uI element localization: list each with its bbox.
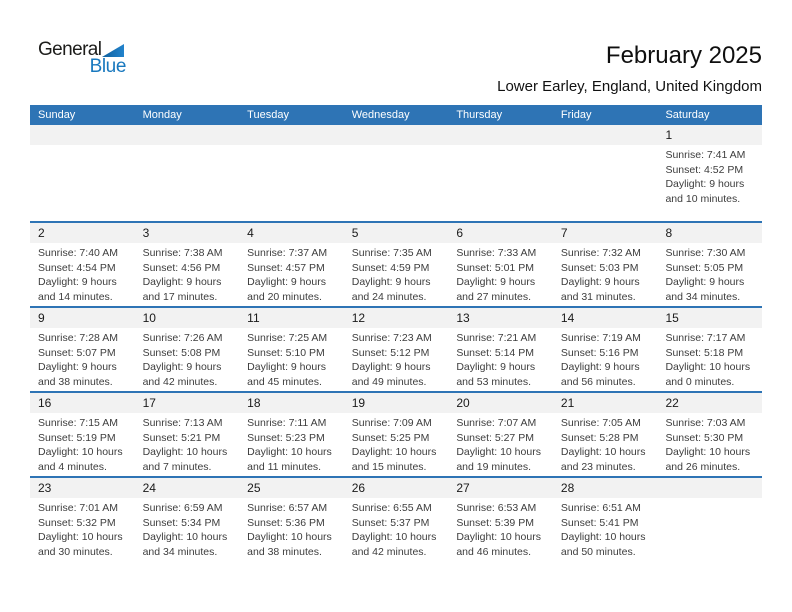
daylight-line-2: and 49 minutes. [351,375,427,388]
day-number-band [135,223,240,243]
day-number: 28 [560,481,575,495]
day-number: 19 [351,396,366,410]
sunset-line: Sunset: 4:52 PM [665,163,744,176]
day-number-band [448,223,553,243]
daylight-line-1: Daylight: 9 hours [247,276,326,288]
day-number: 27 [456,481,470,495]
daylight-line-1: Daylight: 9 hours [247,361,326,373]
weekday-wednesday: Wednesday [351,109,410,121]
sunrise-line: Sunrise: 6:55 AM [351,502,432,514]
daylight-line-1: Daylight: 9 hours [142,276,222,288]
day-details [135,498,240,559]
day-number: 4 [247,226,254,240]
day-cell-27 [448,478,553,561]
daylight-line-1: Daylight: 10 hours [665,361,751,373]
logo-text-blue: Blue [89,56,126,77]
day-number-band [344,223,449,243]
daylight-line-2: and 34 minutes. [142,545,218,558]
day-number-band [657,478,762,498]
day-cell-14 [553,308,658,391]
day-number-band [344,393,449,413]
day-details [30,498,135,559]
daylight-line-2: and 46 minutes. [456,545,532,558]
day-number-band [657,223,762,243]
day-number: 9 [38,311,45,325]
daylight-line-2: and 24 minutes. [351,290,427,303]
sunrise-line: Sunrise: 6:59 AM [142,502,223,514]
day-number-band [448,308,553,328]
sunrise-line: Sunrise: 7:05 AM [560,417,641,429]
day-number-band [239,125,344,145]
day-cell-24 [135,478,240,561]
day-number: 17 [142,396,156,410]
day-number-band [135,308,240,328]
day-cell-19 [344,393,449,476]
empty-cell [239,125,344,221]
day-details [553,145,658,148]
day-details [657,498,762,501]
daylight-line-2: and 4 minutes. [38,460,107,473]
sunrise-line: Sunrise: 7:41 AM [665,149,746,161]
day-number-band [553,393,658,413]
sunrise-line: Sunrise: 7:07 AM [456,417,537,429]
day-number: 21 [560,396,575,410]
day-number-band [553,308,658,328]
day-cell-18 [239,393,344,476]
daylight-line-1: Daylight: 9 hours [665,276,745,288]
day-cell-20 [448,393,553,476]
empty-cell [30,125,135,221]
day-details [657,243,762,304]
day-details [553,413,658,474]
day-number-band [657,308,762,328]
daylight-line-1: Daylight: 10 hours [351,531,437,543]
day-number: 7 [560,226,568,240]
sunset-line: Sunset: 5:03 PM [560,261,639,274]
sunrise-line: Sunrise: 7:30 AM [665,247,746,259]
weekday-header-row [30,105,762,125]
daylight-line-2: and 11 minutes. [247,460,322,473]
day-details [448,328,553,389]
daylight-line-1: Daylight: 9 hours [456,276,536,288]
daylight-line-1: Daylight: 9 hours [665,178,745,190]
sunset-line: Sunset: 5:23 PM [247,431,325,444]
sunrise-line: Sunrise: 7:13 AM [142,417,223,429]
week-row-4 [30,391,762,476]
day-number-band [30,308,135,328]
sunset-line: Sunset: 4:59 PM [351,261,430,274]
daylight-line-1: Daylight: 9 hours [456,361,536,373]
daylight-line-1: Daylight: 10 hours [665,446,751,458]
day-number: 10 [142,311,156,325]
day-cell-23 [30,478,135,561]
sunset-line: Sunset: 5:32 PM [38,516,116,529]
day-number: 3 [142,226,150,240]
sunset-line: Sunset: 5:25 PM [351,431,430,444]
daylight-line-2: and 27 minutes. [456,290,532,303]
day-details [448,413,553,474]
day-cell-6 [448,223,553,306]
day-cell-10 [135,308,240,391]
day-cell-22 [657,393,762,476]
day-details [344,243,449,304]
daylight-line-1: Daylight: 10 hours [38,446,123,458]
day-number: 22 [665,396,679,410]
weekday-monday: Monday [142,109,182,121]
sunset-line: Sunset: 5:16 PM [560,346,639,359]
location-subtitle: Lower Earley, England, United Kingdom [497,77,762,95]
day-number-band [344,478,449,498]
day-cell-11 [239,308,344,391]
day-number-band [30,125,135,145]
day-number-band [239,223,344,243]
sunset-line: Sunset: 5:10 PM [247,346,325,359]
day-details [135,243,240,304]
daylight-line-1: Daylight: 10 hours [560,531,646,543]
sunset-line: Sunset: 5:27 PM [456,431,534,444]
sunrise-line: Sunrise: 7:01 AM [38,502,118,514]
sunset-line: Sunset: 5:19 PM [38,431,116,444]
daylight-line-2: and 0 minutes. [665,375,735,388]
week-row-3 [30,306,762,391]
day-cell-28 [553,478,658,561]
day-details [553,498,658,559]
day-details [553,328,658,389]
daylight-line-1: Daylight: 10 hours [560,446,646,458]
general-blue-logo [38,40,126,76]
day-number-band [135,478,240,498]
logo-text-general: General [38,39,102,60]
day-number: 8 [665,226,673,240]
sunset-line: Sunset: 5:21 PM [142,431,221,444]
day-number-band [448,478,553,498]
sunrise-line: Sunrise: 7:26 AM [142,332,223,344]
sunrise-line: Sunrise: 7:35 AM [351,247,432,259]
day-details [30,145,135,148]
weekday-thursday: Thursday [456,109,503,121]
day-details [344,145,449,148]
sunset-line: Sunset: 5:28 PM [560,431,639,444]
day-number-band [657,393,762,413]
day-cell-9 [30,308,135,391]
day-details [344,413,449,474]
daylight-line-2: and 7 minutes. [142,460,212,473]
sunset-line: Sunset: 5:36 PM [247,516,325,529]
calendar-weeks [30,125,762,561]
sunrise-line: Sunrise: 7:19 AM [560,332,641,344]
month-title: February 2025 [605,42,762,69]
day-details [239,498,344,559]
day-cell-15 [657,308,762,391]
day-cell-7 [553,223,658,306]
day-details [553,243,658,304]
daylight-line-1: Daylight: 9 hours [351,276,431,288]
daylight-line-1: Daylight: 9 hours [560,361,640,373]
daylight-line-1: Daylight: 10 hours [247,531,332,543]
daylight-line-2: and 20 minutes. [247,290,322,303]
day-number: 15 [665,311,679,325]
day-details [344,328,449,389]
sunrise-line: Sunrise: 7:15 AM [38,417,118,429]
sunrise-line: Sunrise: 7:17 AM [665,332,746,344]
day-number-band [239,308,344,328]
day-details [30,328,135,389]
day-number: 2 [38,226,45,240]
day-details [657,328,762,389]
sunset-line: Sunset: 5:05 PM [665,261,744,274]
sunrise-line: Sunrise: 6:57 AM [247,502,328,514]
sunrise-line: Sunrise: 7:37 AM [247,247,328,259]
empty-cell [553,125,658,221]
sunset-line: Sunset: 4:56 PM [142,261,221,274]
daylight-line-2: and 19 minutes. [456,460,532,473]
sunrise-line: Sunrise: 7:40 AM [38,247,118,259]
daylight-line-2: and 56 minutes. [560,375,636,388]
sunrise-line: Sunrise: 7:03 AM [665,417,746,429]
daylight-line-2: and 23 minutes. [560,460,636,473]
sunset-line: Sunset: 5:39 PM [456,516,534,529]
day-details [448,243,553,304]
day-number-band [30,478,135,498]
day-number-band [553,478,658,498]
day-number: 5 [351,226,359,240]
day-number-band [344,308,449,328]
day-details [30,243,135,304]
sunset-line: Sunset: 5:07 PM [38,346,116,359]
daylight-line-2: and 15 minutes. [351,460,427,473]
empty-cell [135,125,240,221]
day-details [448,145,553,148]
daylight-line-1: Daylight: 9 hours [38,276,117,288]
weekday-sunday: Sunday [38,109,76,121]
daylight-line-1: Daylight: 10 hours [456,531,541,543]
day-cell-5 [344,223,449,306]
day-number: 25 [247,481,261,495]
week-row-5 [30,476,762,561]
daylight-line-1: Daylight: 10 hours [142,446,228,458]
sunset-line: Sunset: 5:37 PM [351,516,430,529]
day-number: 20 [456,396,470,410]
day-number-band [30,223,135,243]
daylight-line-1: Daylight: 9 hours [351,361,431,373]
sunset-line: Sunset: 5:34 PM [142,516,221,529]
day-number-band [344,125,449,145]
sunrise-line: Sunrise: 7:11 AM [247,417,327,429]
day-cell-4 [239,223,344,306]
day-cell-21 [553,393,658,476]
day-cell-26 [344,478,449,561]
sunset-line: Sunset: 5:18 PM [665,346,744,359]
daylight-line-1: Daylight: 9 hours [142,361,222,373]
sunrise-line: Sunrise: 7:38 AM [142,247,223,259]
sunrise-line: Sunrise: 7:28 AM [38,332,118,344]
day-number-band [657,125,762,145]
daylight-line-2: and 53 minutes. [456,375,532,388]
day-cell-17 [135,393,240,476]
sunset-line: Sunset: 5:14 PM [456,346,534,359]
sunrise-line: Sunrise: 7:25 AM [247,332,328,344]
empty-cell [448,125,553,221]
sunset-line: Sunset: 5:41 PM [560,516,639,529]
day-details [135,413,240,474]
sunrise-line: Sunrise: 6:51 AM [560,502,641,514]
day-details [344,498,449,559]
daylight-line-1: Daylight: 10 hours [38,531,123,543]
day-cell-3 [135,223,240,306]
weekday-friday: Friday [560,109,592,121]
sunset-line: Sunset: 5:12 PM [351,346,430,359]
sunset-line: Sunset: 5:30 PM [665,431,744,444]
sunset-line: Sunset: 4:54 PM [38,261,116,274]
day-number-band [553,223,658,243]
week-row-1 [30,125,762,221]
daylight-line-2: and 26 minutes. [665,460,741,473]
daylight-line-2: and 34 minutes. [665,290,741,303]
day-number: 12 [351,311,366,325]
day-cell-13 [448,308,553,391]
daylight-line-2: and 14 minutes. [38,290,113,303]
empty-cell [657,478,762,561]
sunrise-line: Sunrise: 6:53 AM [456,502,537,514]
day-number-band [135,125,240,145]
sunrise-line: Sunrise: 7:09 AM [351,417,432,429]
calendar-table [30,105,762,561]
day-details [135,328,240,389]
daylight-line-1: Daylight: 10 hours [247,446,332,458]
day-details [239,145,344,148]
sunset-line: Sunset: 4:57 PM [247,261,325,274]
day-number: 6 [456,226,463,240]
day-number: 16 [38,396,52,410]
empty-cell [344,125,449,221]
daylight-line-2: and 50 minutes. [560,545,636,558]
sunrise-line: Sunrise: 7:33 AM [456,247,537,259]
day-cell-8 [657,223,762,306]
sunset-line: Sunset: 5:01 PM [456,261,534,274]
day-cell-12 [344,308,449,391]
day-number-band [135,393,240,413]
daylight-line-1: Daylight: 10 hours [351,446,437,458]
day-number: 11 [247,311,260,325]
daylight-line-2: and 38 minutes. [38,375,113,388]
day-cell-25 [239,478,344,561]
day-number-band [448,125,553,145]
day-number-band [239,393,344,413]
daylight-line-2: and 17 minutes. [142,290,218,303]
day-number-band [239,478,344,498]
daylight-line-2: and 42 minutes. [351,545,427,558]
day-number-band [553,125,658,145]
day-details [135,145,240,148]
sunrise-line: Sunrise: 7:21 AM [456,332,537,344]
daylight-line-2: and 30 minutes. [38,545,113,558]
daylight-line-1: Daylight: 9 hours [38,361,117,373]
daylight-line-1: Daylight: 10 hours [456,446,541,458]
day-cell-16 [30,393,135,476]
day-number: 13 [456,311,470,325]
daylight-line-2: and 31 minutes. [560,290,636,303]
day-number-band [30,393,135,413]
weekday-tuesday: Tuesday [247,109,289,121]
day-number: 23 [38,481,52,495]
sunrise-line: Sunrise: 7:23 AM [351,332,432,344]
day-number: 18 [247,396,261,410]
daylight-line-2: and 45 minutes. [247,375,322,388]
daylight-line-1: Daylight: 10 hours [142,531,228,543]
day-details [657,413,762,474]
day-number: 24 [142,481,156,495]
week-row-2 [30,221,762,306]
day-details [448,498,553,559]
sunset-line: Sunset: 5:08 PM [142,346,221,359]
day-cell-1 [657,125,762,221]
day-cell-2 [30,223,135,306]
daylight-line-2: and 42 minutes. [142,375,218,388]
day-number: 14 [560,311,575,325]
day-number-band [448,393,553,413]
day-details [239,328,344,389]
day-number: 26 [351,481,366,495]
day-details [657,145,762,206]
daylight-line-2: and 38 minutes. [247,545,322,558]
day-details [239,413,344,474]
header-titles [497,42,762,95]
sunrise-line: Sunrise: 7:32 AM [560,247,641,259]
day-details [30,413,135,474]
daylight-line-2: and 10 minutes. [665,192,741,205]
day-number: 1 [665,128,673,142]
day-details [239,243,344,304]
daylight-line-1: Daylight: 9 hours [560,276,640,288]
weekday-saturday: Saturday [665,109,710,121]
